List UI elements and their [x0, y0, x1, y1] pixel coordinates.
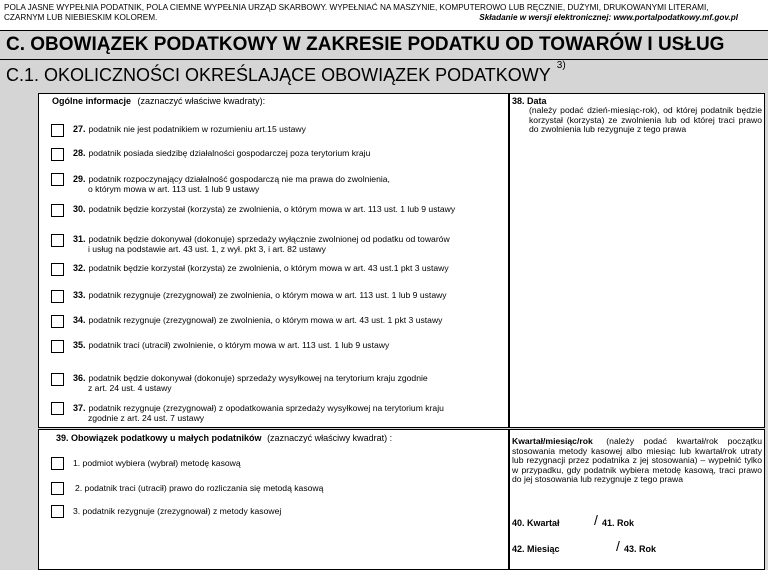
option-37-text-cont: zgodnie z art. 24 ust. 7 ustawy — [88, 412, 205, 423]
divider-slash: / — [594, 512, 598, 528]
option-28-text: podatnik posiada siedzibę działalności gospodarczej poza terytorium kraju — [88, 148, 371, 158]
field-43-label[interactable]: 43. Rok — [624, 544, 657, 554]
option-31-text-cont: i usług na podstawie art. 43 ust. 1, z wył. pkt 3, i art. 82 ustawy — [88, 243, 326, 254]
small-taxpayers-header — [56, 433, 392, 443]
small-taxpayers-hint: (zaznaczyć właściwy kwadrat) : — [267, 433, 393, 443]
quarter-label: Kwartał/miesiąc/rok — [512, 436, 593, 446]
option-36-text-cont: z art. 24 ust. 4 ustawy — [88, 382, 172, 393]
option-27-text: podatnik nie jest podatnikiem w rozumieniu art.15 ustawy — [88, 124, 306, 134]
checkbox-32[interactable] — [51, 263, 64, 276]
checkbox-35[interactable] — [51, 340, 64, 353]
option-36-num: 36. — [73, 373, 86, 383]
option-32-num: 32. — [73, 263, 86, 273]
option-32-text: podatnik będzie korzystał (korzysta) ze zwolnienia, o którym mowa w art. 43 ust.1 pkt 3 ustawy — [88, 263, 449, 273]
quarter-instructions-block — [512, 437, 762, 485]
option-36 — [73, 374, 428, 394]
checkbox-37[interactable] — [51, 402, 64, 415]
general-info-title: Ogólne informacje — [52, 96, 132, 106]
option-30-num: 30. — [73, 204, 86, 214]
general-info-header — [52, 96, 265, 106]
section-c-header — [0, 30, 768, 60]
section-c-title: C. OBOWIĄZEK PODATKOWY W ZAKRESIE PODATKU OD TOWARÓW I USŁUG — [6, 34, 725, 55]
option-39-1: 1. podmiot wybiera (wybrał) metodę kasową — [73, 458, 241, 468]
option-31-num: 31. — [73, 234, 86, 244]
field-42-label[interactable]: 42. Miesiąc — [512, 544, 560, 554]
small-taxpayers-panel — [38, 429, 509, 570]
option-30 — [73, 205, 455, 215]
option-33 — [73, 291, 447, 301]
option-27-num: 27. — [73, 124, 86, 134]
option-37-text: podatnik rezygnuje (zrezygnował) z opodatkowania sprzedaży wysyłkowej na terytorium kraju — [88, 403, 444, 413]
checkbox-28[interactable] — [51, 148, 64, 161]
option-33-num: 33. — [73, 290, 86, 300]
electronic-filing-note: Składanie w wersji elektronicznej: www.portalpodatkowy.mf.gov.pl — [479, 12, 738, 22]
option-31-text: podatnik będzie dokonywał (dokonuje) sprzedaży wyłącznie zwolnionej od podatku od towarów — [88, 234, 450, 244]
option-39-3: 3. podatnik rezygnuje (zrezygnował) z metody kasowej — [73, 506, 282, 516]
option-30-text: podatnik będzie korzystał (korzysta) ze zwolnienia, o którym mowa w art. 113 ust. 1 lub 9 ustawy — [88, 204, 456, 214]
option-32 — [73, 264, 449, 274]
checkbox-31[interactable] — [51, 234, 64, 247]
field-41-label[interactable]: 41. Rok — [602, 518, 635, 528]
option-28 — [73, 149, 370, 159]
option-35 — [73, 341, 389, 351]
date-38-instructions: (należy podać dzień-miesiąc-rok), od której podatnik będzie korzystał (korzysta) ze zwolnienia lub od której traci prawo do zwolnienia lub rezygnuje z tego prawa — [529, 105, 762, 135]
footnote-ref: 3) — [556, 60, 566, 71]
option-34-num: 34. — [73, 315, 86, 325]
checkbox-39-3[interactable] — [51, 505, 64, 518]
checkbox-34[interactable] — [51, 315, 64, 328]
general-info-hint: (zaznaczyć właściwe kwadraty): — [137, 96, 266, 106]
option-36-text: podatnik będzie dokonywał (dokonuje) sprzedaży wysyłkowej na terytorium kraju zgodnie — [88, 373, 428, 383]
option-33-text: podatnik rezygnuje (zrezygnował) ze zwolnienia, o którym mowa w art. 113 ust. 1 lub 9 ustawy — [88, 290, 447, 300]
instructions-line2: CZARNYM LUB NIEBIESKIM KOLOREM. — [4, 12, 158, 22]
small-taxpayers-title: 39. Obowiązek podatkowy u małych podatników — [56, 433, 262, 443]
date-38-label: 38. Data — [512, 96, 547, 106]
option-27 — [73, 125, 306, 135]
date-field-38[interactable] — [509, 93, 765, 428]
section-c1-header — [0, 60, 768, 90]
option-35-num: 35. — [73, 340, 86, 350]
quarter-instructions: (należy podać kwartał/rok początku stosowania metody kasowej albo miesiąc lub kwartał/rok utraty lub rezygnacji przez podatnika z jej stosowania) – wypełnić tylko w przypadku, gdy podatnik wybiera metodę kasową, traci prawo do jej stosowania lub rezygnuje z tego prawa — [512, 436, 763, 485]
option-39-2: 2. podatnik traci (utracił) prawo do rozliczania się metodą kasową — [75, 483, 324, 493]
option-35-text: podatnik traci (utracił) zwolnienie, o którym mowa w art. 113 ust. 1 lub 9 ustawy — [88, 340, 390, 350]
option-37 — [73, 404, 444, 424]
option-34-text: podatnik rezygnuje (zrezygnował) ze zwolnienia, o którym mowa w art. 43 ust. 1 pkt 3 ustawy — [88, 315, 443, 325]
option-29-text: podatnik rozpoczynający działalność gospodarczą nie ma prawa do zwolnienia, — [88, 174, 390, 184]
option-29-num: 29. — [73, 174, 86, 184]
option-28-num: 28. — [73, 148, 86, 158]
option-37-num: 37. — [73, 403, 86, 413]
option-29 — [73, 175, 390, 195]
checkbox-39-1[interactable] — [51, 457, 64, 470]
instructions-line1: POLA JASNE WYPEŁNIA PODATNIK, POLA CIEMNE WYPEŁNIA URZĄD SKARBOWY. WYPEŁNIAĆ NA MASZYNIE, KOMPUTEROWO LUB RĘCZNIE, DUŻYMI, DRUKOWANYMI LITERAMI, — [4, 3, 709, 12]
checkbox-29[interactable] — [51, 173, 64, 186]
form-instructions — [4, 3, 764, 22]
option-34 — [73, 316, 442, 326]
checkbox-30[interactable] — [51, 204, 64, 217]
checkbox-39-2[interactable] — [51, 482, 64, 495]
field-40-label[interactable]: 40. Kwartał — [512, 518, 560, 528]
option-29-text-cont: o którym mowa w art. 113 ust. 1 lub 9 ustawy — [88, 183, 260, 194]
option-31 — [73, 235, 450, 255]
checkbox-36[interactable] — [51, 373, 64, 386]
checkbox-33[interactable] — [51, 290, 64, 303]
divider-slash: / — [616, 538, 620, 554]
section-c1-title: C.1. OKOLICZNOŚCI OKREŚLAJĄCE OBOWIĄZEK PODATKOWY — [6, 65, 551, 85]
checkbox-27[interactable] — [51, 124, 64, 137]
section-c1-title-row — [6, 60, 566, 86]
